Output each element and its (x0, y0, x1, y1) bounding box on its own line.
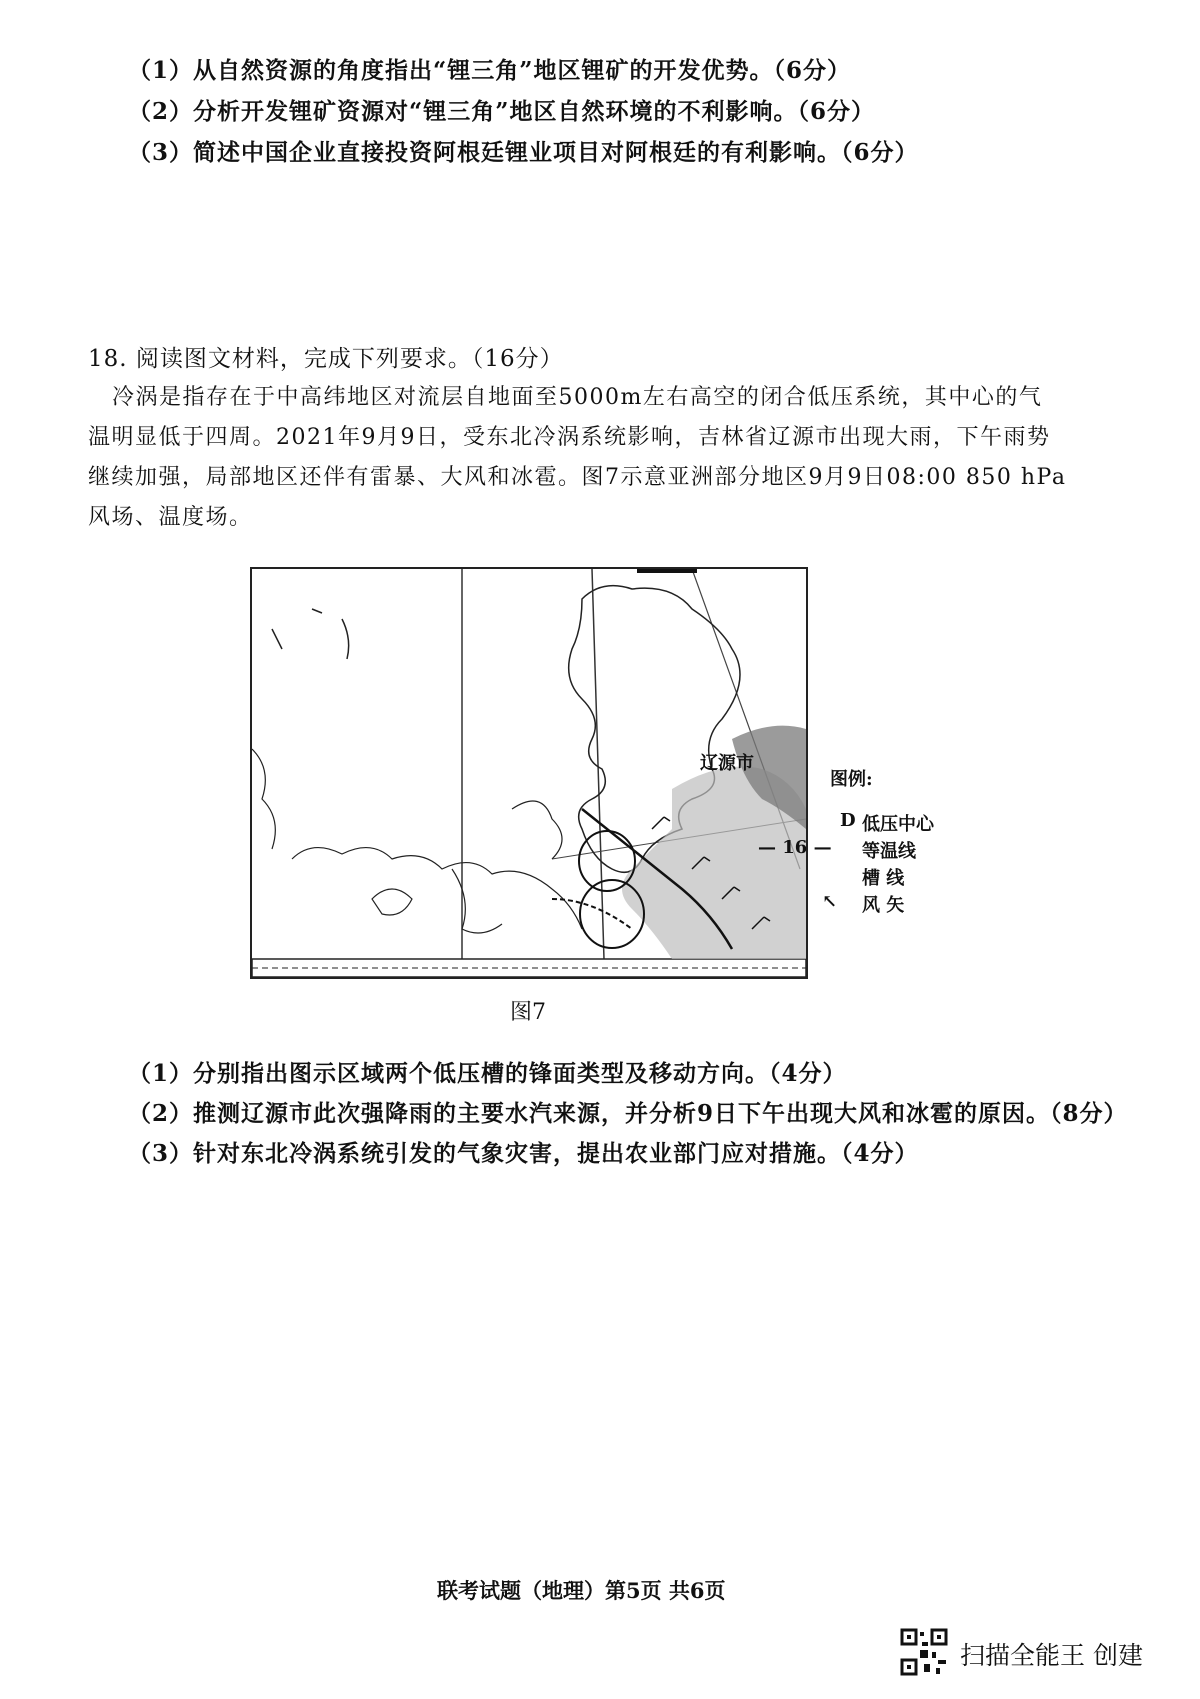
material-line-4: 风场、温度场。 (88, 505, 253, 530)
material-line-1: 冷涡是指存在于中高纬地区对流层自地面至5000m左右高空的闭合低压系统，其中心的气 (112, 385, 1043, 410)
coastline (292, 848, 582, 929)
figure-caption: 图7 (510, 1000, 546, 1025)
isotherm-line (552, 899, 632, 929)
weather-map-figure (250, 567, 808, 979)
legend-wind-symbol: ↖ (822, 891, 838, 912)
legend-isotherm-symbol: — 16 — (758, 837, 832, 858)
legend-low-label: 低压中心 (862, 814, 934, 835)
q18-sub-question-1: （1）分别指出图示区域两个低压槽的锋面类型及移动方向。（4分） (128, 1060, 847, 1087)
question-18-heading: 18. 阅读图文材料，完成下列要求。（16分） (88, 346, 564, 372)
prev-question-1: （1）从自然资源的角度指出“锂三角”地区锂矿的开发优势。（6分） (128, 57, 851, 84)
material-line-2: 温明显低于四周。2021年9月9日，受东北冷涡系统影响，吉林省辽源市出现大雨，下午雨势 (88, 425, 1051, 450)
scanner-watermark (900, 1628, 1190, 1676)
prev-question-3: （3）简述中国企业直接投资阿根廷锂业项目对阿根廷的有利影响。（6分） (128, 139, 919, 166)
q18-sub-question-2: （2）推测辽源市此次强降雨的主要水汽来源，并分析9日下午出现大风和冰雹的原因。（8分） (128, 1100, 1128, 1127)
map-label-liaoyuan: 辽源市 (700, 753, 754, 774)
prev-question-2: （2）分析开发锂矿资源对“锂三角”地区自然环境的不利影响。（6分） (128, 98, 875, 125)
legend-title: 图例: (830, 769, 873, 790)
material-line-3: 继续加强，局部地区还伴有雷暴、大风和冰雹。图7示意亚洲部分地区9月9日08:00 850 hPa (88, 465, 1067, 490)
legend-trough-label: 槽 线 (862, 868, 905, 889)
q18-sub-question-3: （3）针对东北冷涡系统引发的气象灾害，提出农业部门应对措施。（4分） (128, 1140, 919, 1167)
qr-code-icon (900, 1628, 948, 1676)
map-legend (758, 765, 1000, 916)
legend-isotherm-label: 等温线 (862, 841, 916, 862)
legend-wind-label: 风 矢 (862, 895, 905, 916)
scanner-stamp-text: 扫描全能王 创建 (960, 1641, 1143, 1670)
weather-map (252, 569, 806, 977)
legend-low-symbol: D (840, 810, 856, 831)
low-pressure-contour (579, 831, 635, 891)
legend-isotherm-value: 16 (782, 837, 808, 858)
page-footer: 联考试题（地理）第5页 共6页 (437, 1578, 726, 1603)
